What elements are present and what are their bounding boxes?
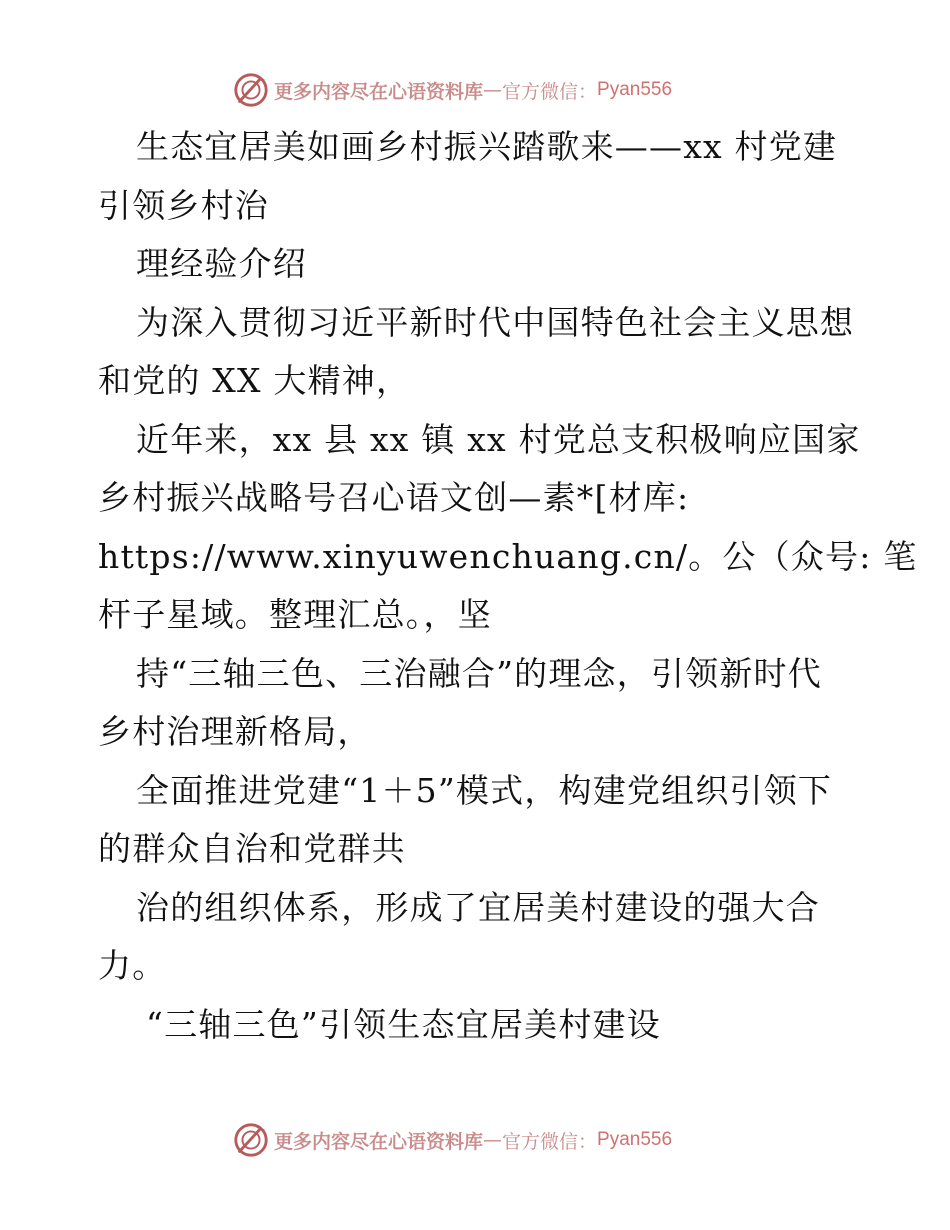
title-line-1: 生态宜居美如画乡村振兴踏歌来——xx 村党建 (136, 127, 838, 166)
watermark-official-label: 官方微信： (502, 1130, 598, 1153)
watermark-brand: 更多内容尽在心语资料库 (274, 1130, 484, 1153)
watermark-official-label: 官方微信： (502, 80, 598, 103)
paragraph-line: 乡村治理新格局， (98, 712, 372, 751)
footer-watermark (232, 1120, 752, 1160)
watermark-wechat-id: Pyan556 (597, 1129, 673, 1150)
paragraph-line: 杆子星域。整理汇总。，坚 (98, 595, 492, 634)
paragraph-line: 治的组织体系，形成了宜居美村建设的强大合 (136, 887, 820, 927)
paragraph-line: 乡村振兴战略号召心语文创—素*[材库: (98, 478, 690, 517)
paragraph-line: 的群众自治和党群共 (98, 829, 406, 868)
watermark-brand: 更多内容尽在心语资料库 (274, 80, 484, 103)
watermark-dash: — (483, 1129, 503, 1151)
header-watermark (232, 70, 752, 110)
paragraph-line: 全面推进党建“1＋5”模式，构建党组织引领下 (136, 770, 833, 810)
paragraph-line: 持“三轴三色、三治融合”的理念，引领新时代 (136, 653, 822, 693)
document-body (98, 118, 918, 1054)
paragraph-line: 近年来，xx 县 xx 镇 xx 村党总支积极响应国家 (136, 419, 861, 459)
paragraph-line: 力。 (98, 946, 167, 985)
section-heading: “三轴三色”引领生态宜居美村建设 (146, 1004, 661, 1044)
watermark-dash: — (483, 79, 503, 101)
title-line-2: 引领乡村治 (98, 185, 269, 225)
paragraph-line: 和党的 XX 大精神， (98, 361, 411, 400)
seal-logo-icon (232, 71, 270, 109)
watermark-wechat-id: Pyan556 (597, 79, 673, 100)
paragraph-line: 为深入贯彻习近平新时代中国特色社会主义思想 (136, 302, 855, 342)
paragraph-line: https://www.xinyuwenchuang.cn/。公（众号: 笔 (98, 536, 918, 576)
seal-logo-icon (232, 1121, 270, 1159)
title-line-3: 理经验介绍 (136, 244, 307, 283)
